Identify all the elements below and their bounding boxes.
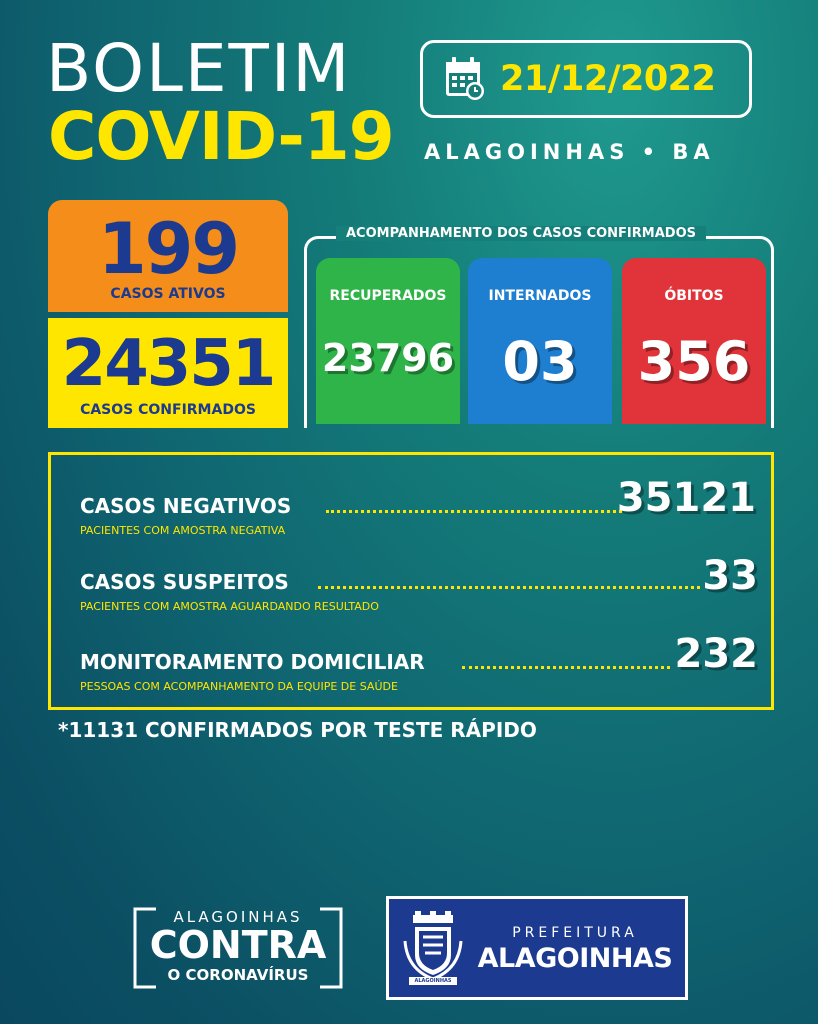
report-date: 21/12/2022 (500, 59, 716, 99)
confirmed-cases-value: 24351 (61, 327, 275, 401)
confirmed-cases-label: CASOS CONFIRMADOS (80, 402, 256, 418)
recovered-card (316, 258, 460, 424)
negative-cases-value: 35121 (616, 475, 756, 521)
rapid-test-note: *11131 CONFIRMADOS POR TESTE RÁPIDO (58, 718, 537, 742)
deaths-label: ÓBITOS (664, 288, 724, 304)
hospitalized-card (468, 258, 612, 424)
home-monitoring-value: 232 (674, 631, 758, 677)
gov-line1: PREFEITURA (512, 925, 638, 941)
home-monitoring-subtitle: PESSOAS COM ACOMPANHAMENTO DA EQUIPE DE SAÚDE (80, 680, 398, 693)
active-cases-box (48, 200, 288, 312)
home-monitoring-title: MONITORAMENTO DOMICILIAR (80, 650, 425, 674)
home-monitoring-dots (462, 666, 670, 669)
deaths-value: 356 (637, 330, 751, 393)
title-boletim: BOLETIM (46, 30, 352, 107)
suspected-cases-value: 33 (702, 553, 758, 599)
gov-line2: ALAGOINHAS (477, 943, 673, 974)
deaths-card (622, 258, 766, 424)
location-label: ALAGOINHAS • BA (424, 140, 715, 164)
suspected-cases-title: CASOS SUSPEITOS (80, 570, 289, 594)
tracking-title: ACOMPANHAMENTO DOS CASOS CONFIRMADOS (336, 226, 706, 241)
hospitalized-label: INTERNADOS (488, 288, 592, 304)
recovered-value: 23796 (321, 336, 455, 380)
seal-text: ALAGOINHAS (414, 978, 452, 984)
negative-cases-subtitle: PACIENTES COM AMOSTRA NEGATIVA (80, 524, 286, 537)
title-covid: COVID-19 (48, 98, 394, 175)
suspected-cases-subtitle: PACIENTES COM AMOSTRA AGUARDANDO RESULTADO (80, 600, 379, 613)
active-cases-value: 199 (97, 208, 239, 290)
confirmed-cases-box (48, 318, 288, 428)
city-hall-logo (386, 896, 688, 1000)
city-seal-icon (403, 911, 463, 987)
recovered-label: RECUPERADOS (329, 288, 447, 304)
hospitalized-value: 03 (502, 330, 578, 393)
campaign-logo (132, 906, 344, 990)
campaign-line1: ALAGOINHAS (173, 908, 303, 926)
campaign-line2: CONTRA (149, 923, 327, 967)
campaign-line3: O CORONAVÍRUS (167, 966, 309, 984)
negative-cases-title: CASOS NEGATIVOS (80, 494, 292, 518)
calendar-icon (444, 56, 486, 102)
suspected-dots (318, 586, 700, 589)
negative-dots (326, 510, 622, 513)
active-cases-label: CASOS ATIVOS (110, 286, 226, 302)
